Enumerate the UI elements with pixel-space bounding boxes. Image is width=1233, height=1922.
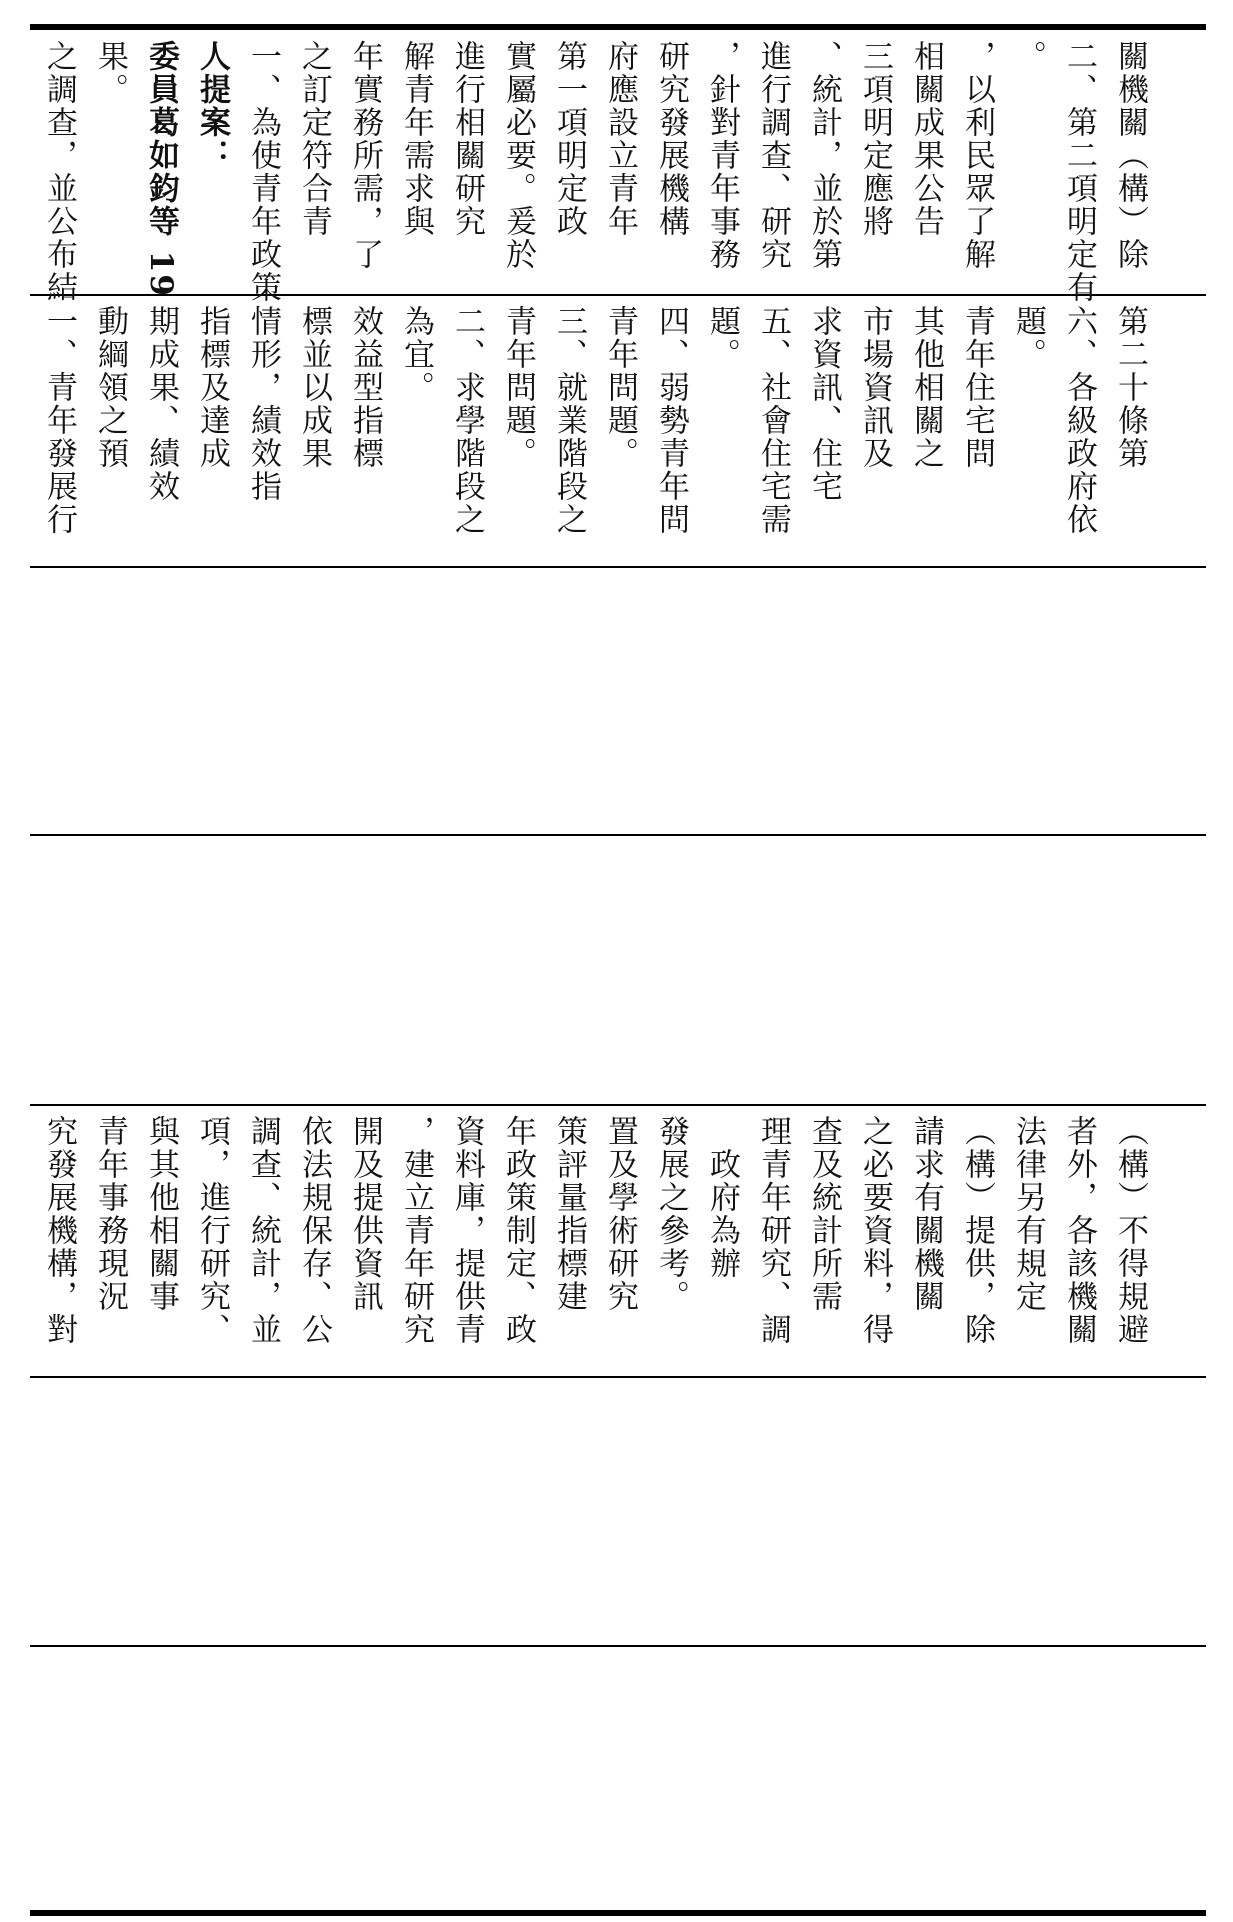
text-column: 情形，績效指 (245, 305, 281, 503)
text-column: 相關成果公告 (908, 40, 944, 238)
text-column: 委員葛如鈞等 19 (143, 40, 179, 298)
text-column: 動綱領之預 (92, 305, 128, 470)
text-column: 果。 (92, 40, 128, 106)
text-column: 人提案： (194, 40, 230, 172)
text-column: 開及提供資訊 (347, 1115, 383, 1313)
top-rule (30, 24, 1206, 30)
section-rule-1 (30, 294, 1206, 296)
text-column: 第二十條第 (1112, 305, 1148, 470)
text-column: 與其他相關事 (143, 1115, 179, 1313)
text-column: 政府為辦 (704, 1115, 740, 1280)
text-column: 六、各級政府依 (1061, 305, 1097, 536)
section-rule-4 (30, 1104, 1206, 1106)
text-column: （構）提供，除 (959, 1115, 995, 1346)
text-column: 法律另有規定 (1010, 1115, 1046, 1313)
text-column: 發展之參考。 (653, 1115, 689, 1313)
text-column: 青年住宅問 (959, 305, 995, 470)
text-column: 究發展機構，對 (41, 1115, 77, 1346)
text-column: 其他相關之 (908, 305, 944, 470)
text-column: 理青年研究、調 (755, 1115, 791, 1346)
text-column: 求資訊、住宅 (806, 305, 842, 503)
text-column: 一、為使青年政策 (245, 40, 281, 304)
text-column: 調查、統計，並 (245, 1115, 281, 1346)
text-column: 府應設立青年 (602, 40, 638, 238)
text-column: 標並以成果 (296, 305, 332, 470)
section-rule-3 (30, 834, 1206, 836)
text-column: 之訂定符合青 (296, 40, 332, 238)
text-column: 之調查，並公布結 (41, 40, 77, 304)
text-column: 策評量指標建 (551, 1115, 587, 1313)
section-rule-6 (30, 1645, 1206, 1647)
text-column: 第一項明定政 (551, 40, 587, 238)
text-column: 二、求學階段之 (449, 305, 485, 536)
text-column: 研究發展機構 (653, 40, 689, 238)
text-column: 項，進行研究、 (194, 1115, 230, 1346)
text-column: 請求有關機關 (908, 1115, 944, 1313)
text-column: 置及學術研究 (602, 1115, 638, 1313)
text-column: 依法規保存、公 (296, 1115, 332, 1346)
text-column: 查及統計所需 (806, 1115, 842, 1313)
text-column: 三、就業階段之 (551, 305, 587, 536)
text-column: ，針對青年事務 (704, 40, 740, 271)
text-column: 者外，各該機關 (1061, 1115, 1097, 1346)
text-column: 二、第二項明定有 (1061, 40, 1097, 304)
text-column: 、統計，並於第 (806, 40, 842, 271)
text-column: 解青年需求與 (398, 40, 434, 238)
panel-report-items (38, 305, 1151, 555)
text-column: 年實務所需，了 (347, 40, 383, 271)
text-column: 青年事務現況 (92, 1115, 128, 1313)
text-column: ，以利民眾了解 (959, 40, 995, 271)
text-column: 五、社會住宅需 (755, 305, 791, 536)
text-column: 三項明定應將 (857, 40, 893, 238)
text-column: 之必要資料，得 (857, 1115, 893, 1346)
text-column: 進行相關研究 (449, 40, 485, 238)
bottom-rule (30, 1910, 1206, 1916)
text-column: 青年問題。 (602, 305, 638, 470)
text-column: ，建立青年研究 (398, 1115, 434, 1346)
text-column: 指標及達成 (194, 305, 230, 470)
text-column: （構）不得規避 (1112, 1115, 1148, 1346)
text-column: 關機關（構）除 (1112, 40, 1148, 271)
panel-proposal-text (38, 40, 1151, 304)
text-column: 四、弱勢青年問 (653, 305, 689, 536)
text-column: 一、青年發展行 (41, 305, 77, 536)
text-column: 題。 (1010, 305, 1046, 371)
text-column: 進行調查、研究 (755, 40, 791, 271)
section-rule-2 (30, 566, 1206, 568)
section-rule-5 (30, 1376, 1206, 1378)
text-column: 為宜。 (398, 305, 434, 404)
text-column: 效益型指標 (347, 305, 383, 470)
text-column: 實屬必要。爰於 (500, 40, 536, 271)
text-column: 期成果、績效 (143, 305, 179, 503)
text-column: 題。 (704, 305, 740, 371)
panel-research-institution (38, 1115, 1151, 1365)
text-column: 年政策制定、政 (500, 1115, 536, 1346)
text-column: 青年問題。 (500, 305, 536, 470)
text-column: 市場資訊及 (857, 305, 893, 470)
text-column: 資料庫，提供青 (449, 1115, 485, 1346)
text-column: 。 (1010, 40, 1046, 73)
